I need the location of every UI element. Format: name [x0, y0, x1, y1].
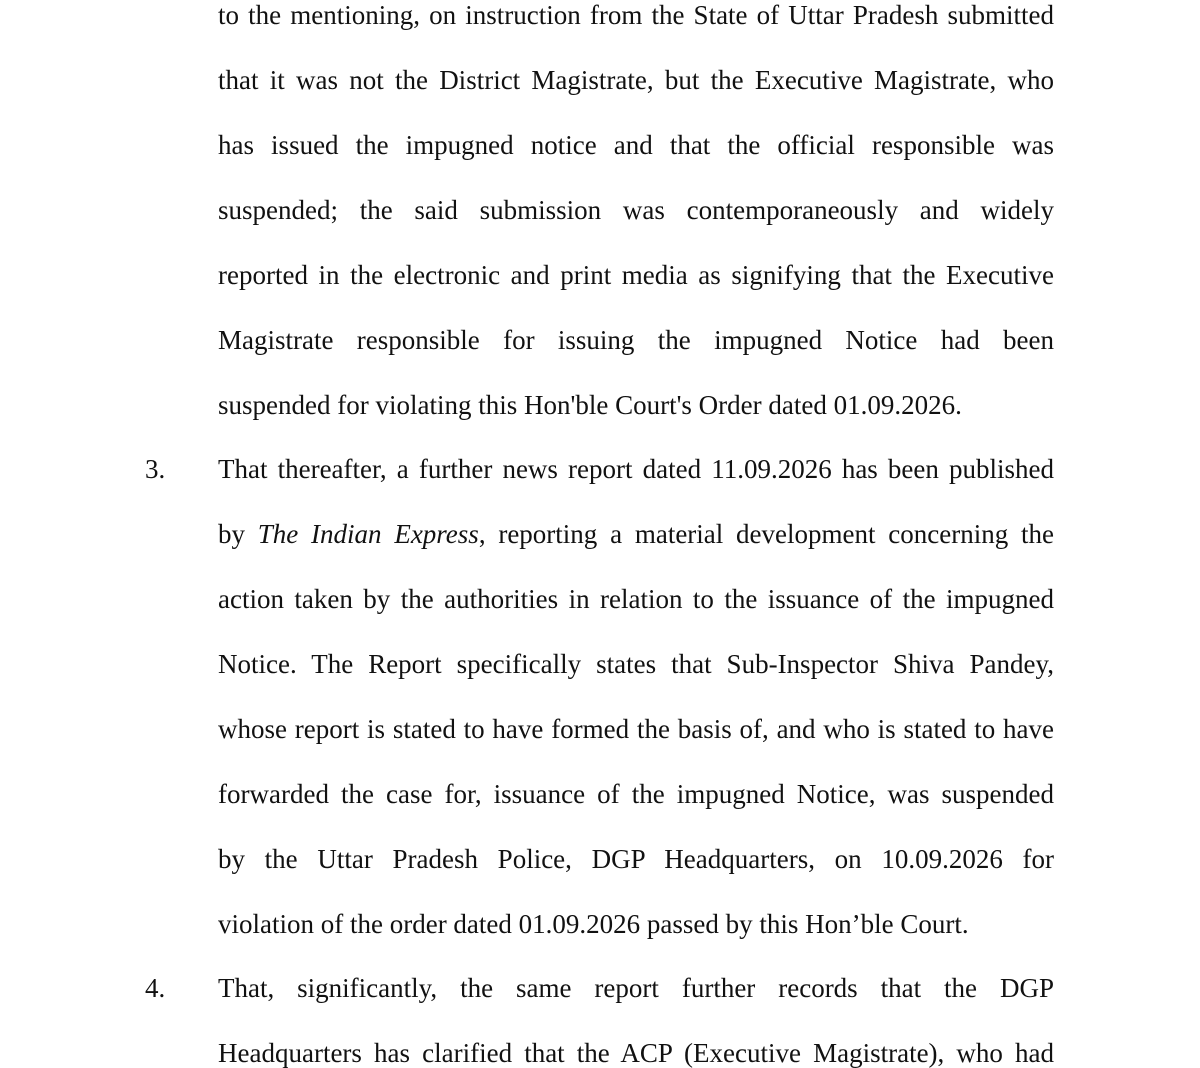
text-line: whose report is stated to have formed the basis of, and who is stated to have [218, 714, 1054, 744]
text-line-with-publication [218, 519, 1054, 549]
text-line: That, significantly, the same report further records that the DGP [218, 973, 1054, 1003]
text-line: That thereafter, a further news report dated 11.09.2026 has been published [218, 454, 1054, 484]
paragraph-number: 4. [145, 973, 166, 1003]
text-line: to the mentioning, on instruction from the State of Uttar Pradesh submitted [218, 0, 1054, 30]
text-line: violation of the order dated 01.09.2026 passed by this Hon’ble Court. [218, 909, 969, 939]
publication-name: The Indian Express [257, 519, 479, 549]
text-line: by the Uttar Pradesh Police, DGP Headquarters, on 10.09.2026 for [218, 844, 1054, 874]
text-line: Magistrate responsible for issuing the impugned Notice had been [218, 325, 1054, 355]
text-fragment: , reporting a material development concerning the [478, 519, 1054, 549]
text-line: that it was not the District Magistrate, but the Executive Magistrate, who [218, 65, 1054, 95]
text-line: has issued the impugned notice and that the official responsible was [218, 130, 1054, 160]
text-line: Headquarters has clarified that the ACP (Executive Magistrate), who had [218, 1038, 1054, 1068]
text-fragment: by [218, 519, 258, 549]
text-line: suspended; the said submission was contemporaneously and widely [218, 195, 1054, 225]
text-line: forwarded the case for, issuance of the impugned Notice, was suspended [218, 779, 1054, 809]
text-line: action taken by the authorities in relation to the issuance of the impugned [218, 584, 1054, 614]
text-line: Notice. The Report specifically states that Sub-Inspector Shiva Pandey, [218, 649, 1054, 679]
text-line: suspended for violating this Hon'ble Court's Order dated 01.09.2026. [218, 390, 962, 420]
paragraph-number: 3. [145, 454, 166, 484]
text-line: reported in the electronic and print media as signifying that the Executive [218, 260, 1054, 290]
